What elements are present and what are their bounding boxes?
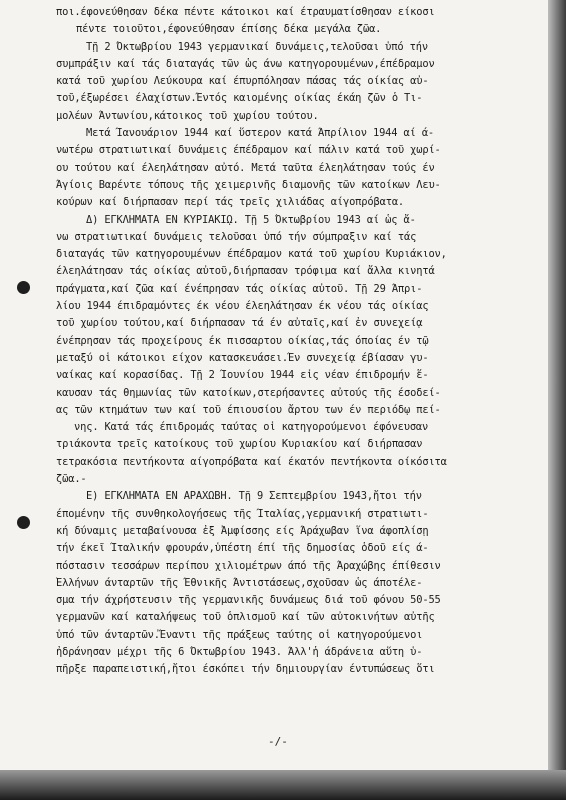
text-line: διαταγάς τῶν κατηγορουμένων έπέδραμον κατά τοῦ χωρίου Κυριάκιον,: [56, 248, 447, 261]
text-line: Έλλήνων άνταρτῶν τῆς Έθνικῆς Άντιστάσεως,σχοῦσαν ὡς άποτέλε-: [56, 576, 423, 589]
text-line: τήν έκεῖ Ίταλικήν φρουράν,ὑπέστη έπί τῆς δημοσίας ὁδοῦ είς ά-: [56, 542, 429, 555]
text-line: ἠδράνησαν μέχρι τῆς 6 Όκτωβρίου 1943. Άλλ'ἡ άδράνεια αὕτη ὑ-: [56, 645, 423, 658]
text-line: σμα τήν άχρήστευσιν τῆς γερμανικῆς δυνάμεως διά τοῦ φόνου 50-55: [56, 594, 441, 607]
text-line: ὑπό τῶν άνταρτῶν.Ἔναντι τῆς πράξεως ταύτης οἱ κατηγορούμενοι: [56, 628, 423, 641]
text-line: τοῦ,έξωρέσει έλαχίστων.Έντός καιομένης οίκίας έκάη ζῶν ὁ Τι-: [56, 92, 423, 105]
text-line: τοῦ χωρίου τούτου,καί διήρπασαν τά έν αὐταῖς,καί ἐν συνεχείᾳ: [56, 317, 423, 330]
text-line: λίου 1944 έπιδραμόντες έκ νέου έλεηλάτησαν έκ νέου τάς οίκίας: [56, 300, 429, 313]
text-line: έλεηλάτησαν τάς οίκίας αὐτοῦ,διήρπασαν τρόφιμα καί ἄλλα κινητά: [56, 265, 435, 278]
text-line: πέντε τοιοῦτοι,έφονεύθησαν έπίσης δέκα μεγάλα ζῶα.: [76, 23, 382, 36]
text-line: μολέων Άντωνίου,κάτοικος τοῦ χωρίου τούτου.: [56, 109, 319, 122]
text-line: ναίκας καί κορασίδας. Τῇ 2 Ίουνίου 1944 εἰς νέαν έπιδρομήν ἕ-: [56, 369, 429, 382]
text-line: καυσαν τάς θημωνίας τῶν κατοίκων,στερήσαντες αὐτούς τῆς έσοδεί-: [56, 386, 441, 399]
document-text: [56, 4, 538, 679]
text-line: μεταξύ οἱ κάτοικοι είχον κατασκευάσει.Έν συνεχείᾳ έβίασαν γυ-: [56, 351, 429, 364]
text-line: τετρακόσια πεντήκοντα αίγοπρόβατα καί έκατόν πεντήκοντα οίκόσιτα: [56, 455, 447, 468]
text-line: ένέπρησαν τάς προχείρους έκ πισσαρτου οίκίας,τάς όποίας έν τῷ: [56, 334, 429, 347]
punch-hole-top: [17, 281, 30, 294]
punch-hole-bottom: [17, 516, 30, 529]
text-line: νης. Κατά τάς έπιδρομάς ταύτας οἱ κατηγορούμενοι έφόνευσαν: [74, 421, 429, 434]
text-line: νωτέρω στρατιωτικαί δυνάμεις έπέδραμον καί πάλιν κατά τοῦ χωρί-: [56, 144, 441, 157]
scan-bottom-shadow: [0, 770, 566, 800]
text-line: συμπράξιν καί τάς διαταγάς τῶν ὡς άνω κατηγορουμένων,έπέδραμον: [56, 57, 435, 70]
text-line: ου τούτου καί έλεηλάτησαν αὐτό. Μετά ταῦτα έλεηλάτησαν τούς έν: [56, 161, 435, 174]
text-line: κούρων καί διήρπασαν περί τάς τρεῖς χιλιάδας αίγοπρόβατα.: [56, 196, 405, 209]
text-line: πόστασιν τεσσάρων περίπου χιλιομέτρων άπό τῆς Άραχώβης έπίθεσιν: [56, 559, 441, 572]
text-line: Άγίοις Βαρέντε τόπους τῆς χειμερινῆς διαμονῆς τῶν κατοίκων Λευ-: [56, 178, 441, 191]
page-continuation-mark: -/-: [268, 735, 288, 748]
text-line: ποι.έφονεύθησαν δέκα πέντε κάτοικοι καί έτραυματίσθησαν είκοσι: [56, 6, 435, 18]
text-line: Μετά Ίανουάριον 1944 καί ὕστερον κατά Άπρίλιον 1944 αί ά-: [86, 127, 435, 140]
scan-edge-shadow: [548, 0, 566, 800]
text-line: πῆρξε παραπειστική,ἤτοι έσκόπει τήν δημιουργίαν έντυπώσεως ὅτι: [56, 663, 435, 676]
text-line: πράγματα,καί ζῶα καί ένέπρησαν τάς οίκίας αὐτοῦ. Τῇ 29 Άπρι-: [56, 282, 423, 295]
text-line: νω στρατιωτικαί δυνάμεις τελοῦσαι ὑπό τήν σύμπραξιν καί τάς: [56, 230, 417, 243]
text-line: ας τῶν κτημάτων των καί τοῦ έπιουσίου ἄρτου των έν περιόδῳ πεί-: [56, 403, 441, 416]
section-heading-line: Ε) ΕΓΚΛΗΜΑΤΑ ΕΝ ΑΡΑΧΩΒΗ. Τῇ 9 Σεπτεμβρίου 1943,ἤτοι τήν: [86, 490, 422, 503]
section-heading-line: Δ) ΕΓΚΛΗΜΑΤΑ ΕΝ ΚΥΡΙΑΚΙῼ. Τῇ 5 Όκτωβρίου 1943 αί ὡς ἄ-: [86, 213, 416, 226]
text-line: κή δύναμις μεταβαίνουσα ἐξ Ἀμφίσσης είς Άράχωβαν ἵνα άφοπλίσῃ: [56, 524, 429, 537]
text-line: γερμανῶν καί καταλήψεως τοῦ ὁπλισμοῦ καί τῶν αὐτοκινήτων αὐτῆς: [56, 611, 435, 624]
text-line: ζῶα.-: [56, 473, 87, 486]
text-line: Τῇ 2 Όκτωβρίου 1943 γερμανικαί δυνάμεις,τελοῦσαι ὑπό τήν: [86, 40, 428, 53]
text-line: τριάκοντα τρεῖς κατοίκους τοῦ χωρίου Κυριακίου καί διήρπασαν: [56, 438, 423, 451]
text-line: έπομένην τῆς συνθηκολογήσεως τῆς Ίταλίας,γερμανική στρατιωτι-: [56, 507, 429, 520]
text-line: κατά τοῦ χωρίου Λεύκουρα καί έπυρπόλησαν πάσας τάς οίκίας αὐ-: [56, 75, 429, 88]
